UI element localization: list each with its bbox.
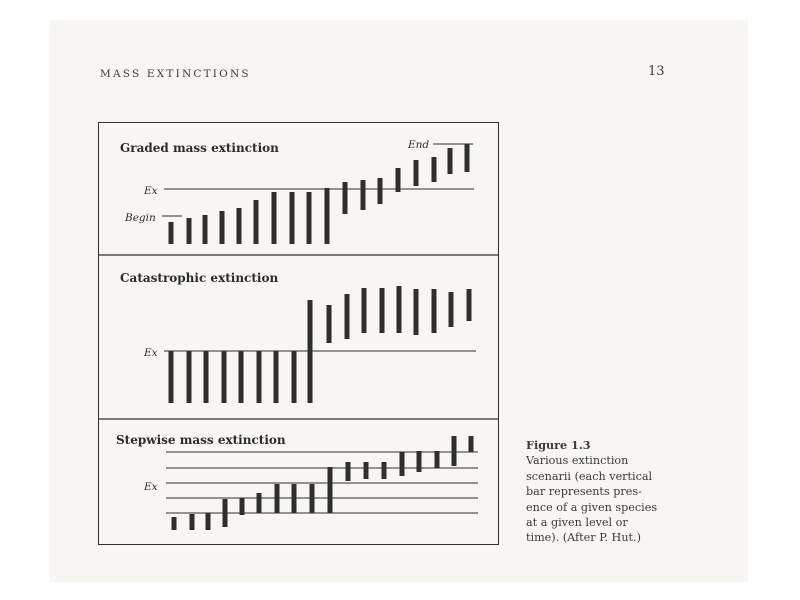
end-label: End	[408, 139, 430, 151]
stepwise-species-bar	[328, 467, 333, 513]
panel-catastrophic	[120, 271, 476, 403]
graded-species-bar	[307, 192, 312, 244]
stepwise-species-bar	[469, 436, 474, 452]
graded-species-bar	[290, 192, 295, 244]
catastrophic-species-bar	[380, 288, 385, 333]
ex-label-stepwise: Ex	[144, 481, 158, 493]
catastrophic-species-bar	[432, 289, 437, 333]
graded-species-bar	[254, 200, 259, 244]
stepwise-species-bar	[292, 484, 297, 513]
graded-species-bar	[361, 180, 366, 210]
begin-label: Begin	[125, 212, 156, 224]
graded-species-bar	[203, 215, 208, 244]
catastrophic-species-bar	[222, 351, 227, 403]
stepwise-species-bar	[417, 451, 422, 472]
catastrophic-species-bar	[327, 305, 332, 343]
catastrophic-species-bar	[204, 351, 209, 403]
graded-species-bar	[448, 148, 453, 174]
graded-species-bar	[220, 211, 225, 244]
catastrophic-species-bar	[292, 351, 297, 403]
graded-species-bar	[187, 218, 192, 244]
ex-label-graded: Ex	[144, 185, 158, 197]
catastrophic-species-bar	[362, 288, 367, 333]
caption-text: Various extinction scenarii (each vertical bar represents pres- ence of a given species at a given level or time). (After P. Hut.)	[526, 454, 658, 545]
graded-species-bar	[414, 160, 419, 186]
stepwise-species-bar	[223, 499, 228, 527]
graded-species-bar	[272, 192, 277, 244]
catastrophic-species-bar	[187, 351, 192, 403]
ex-label-catastrophic: Ex	[144, 347, 158, 359]
graded-species-bar	[343, 182, 348, 214]
stepwise-species-bar	[452, 436, 457, 466]
graded-species-bar	[169, 222, 174, 244]
stepwise-species-bar	[310, 484, 315, 513]
stepwise-species-bar	[364, 462, 369, 479]
figure-label: Figure 1.3	[526, 438, 591, 452]
stepwise-species-bar	[275, 484, 280, 513]
graded-species-bar	[432, 157, 437, 182]
catastrophic-species-bar	[274, 351, 279, 403]
stepwise-species-bar	[240, 498, 245, 515]
stepwise-species-bar	[206, 513, 211, 530]
page-number: 13	[648, 64, 665, 79]
stepwise-species-bar	[172, 517, 177, 530]
catastrophic-species-bar	[467, 289, 472, 321]
catastrophic-species-bar	[308, 300, 313, 403]
catastrophic-species-bar	[414, 289, 419, 335]
catastrophic-species-bar	[257, 351, 262, 403]
stepwise-species-bar	[435, 451, 440, 468]
panel-stepwise	[116, 433, 478, 530]
graded-species-bar	[237, 208, 242, 244]
extinction-figure	[98, 122, 499, 545]
panel-title-graded: Graded mass extinction	[120, 141, 279, 155]
stepwise-species-bar	[190, 514, 195, 530]
stepwise-species-bar	[346, 462, 351, 481]
graded-species-bar	[396, 168, 401, 192]
stepwise-species-bar	[257, 493, 262, 513]
graded-species-bar	[378, 178, 383, 204]
panel-graded	[120, 139, 474, 244]
panel-title-catastrophic: Catastrophic extinction	[120, 271, 279, 285]
graded-species-bar	[325, 188, 330, 244]
stepwise-species-bar	[400, 452, 405, 476]
catastrophic-species-bar	[397, 286, 402, 333]
stepwise-species-bar	[382, 462, 387, 479]
running-head: MASS EXTINCTIONS	[100, 68, 251, 80]
catastrophic-species-bar	[449, 292, 454, 327]
catastrophic-species-bar	[239, 351, 244, 403]
catastrophic-species-bar	[169, 351, 174, 403]
graded-species-bar	[465, 144, 470, 172]
figure-caption	[526, 438, 676, 546]
panel-title-stepwise: Stepwise mass extinction	[116, 433, 286, 447]
catastrophic-species-bar	[345, 294, 350, 339]
